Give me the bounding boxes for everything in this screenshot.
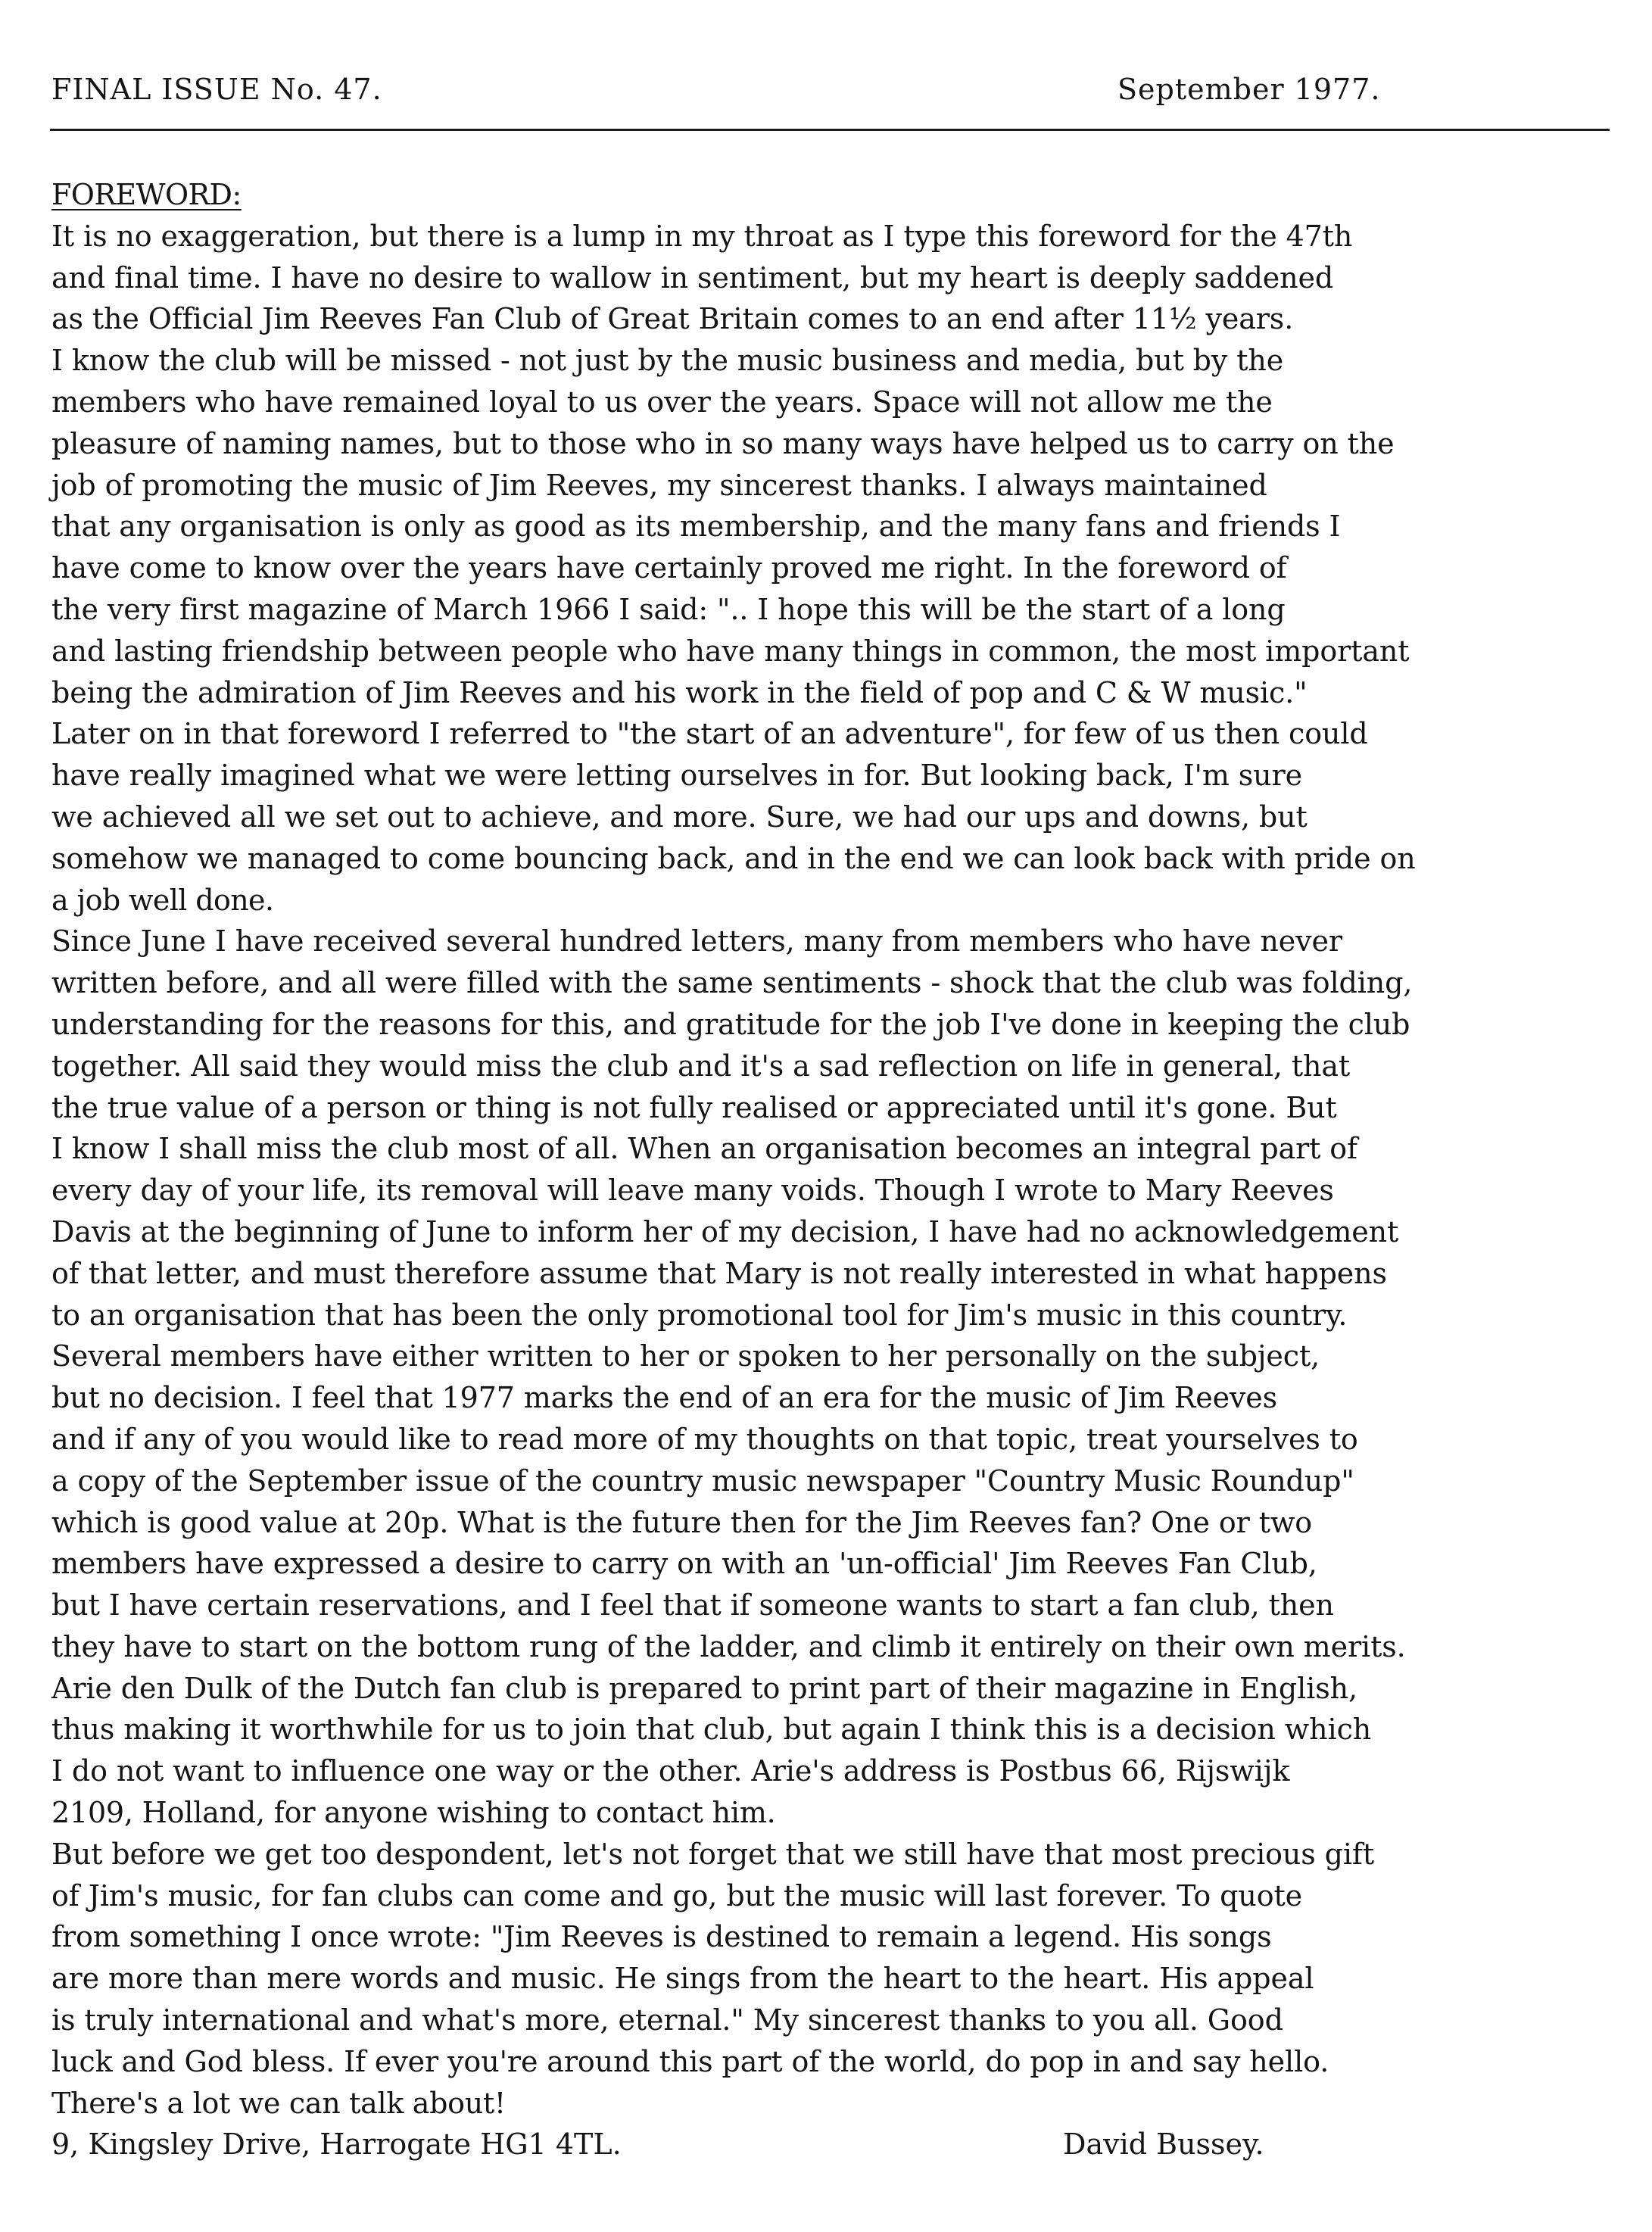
sign-off xyxy=(51,2124,1626,2165)
header-divider xyxy=(50,129,1610,131)
text-line: we achieved all we set out to achieve, and more. Sure, we had our ups and downs, but xyxy=(51,800,1308,834)
text-line: and lasting friendship between people who have many things in common, the most important xyxy=(51,634,1410,668)
text-line: I do not want to influence one way or the other. Arie's address is Postbus 66, Rijswijk xyxy=(51,1754,1290,1788)
text-line: from something I once wrote: "Jim Reeves is destined to remain a legend. His songs xyxy=(51,1920,1272,1954)
text-line: a copy of the September issue of the country music newspaper "Country Music Roundup" xyxy=(51,1464,1354,1498)
text-line: Davis at the beginning of June to inform her of my decision, I have had no acknowledgement xyxy=(51,1214,1399,1248)
text-line: Arie den Dulk of the Dutch fan club is prepared to print part of their magazine in English, xyxy=(51,1671,1357,1705)
text-line: I know the club will be missed - not just by the music business and media, but by the xyxy=(51,344,1284,378)
text-line: pleasure of naming names, but to those who in so many ways have helped us to carry on the xyxy=(51,426,1395,460)
text-line: a job well done. xyxy=(51,883,274,917)
text-line: is truly international and what's more, eternal." My sincerest thanks to you all. Good xyxy=(51,2003,1283,2037)
text-line: have really imagined what we were letting ourselves in for. But looking back, I'm sure xyxy=(51,759,1302,793)
text-line: but I have certain reservations, and I feel that if someone wants to start a fan club, then xyxy=(51,1588,1334,1623)
text-line: and final time. I have no desire to wallow in sentiment, but my heart is deeply saddened xyxy=(51,260,1334,295)
author-signature: David Bussey. xyxy=(1063,2128,1264,2162)
text-line: the true value of a person or thing is not fully realised or appreciated until it's gone. But xyxy=(51,1090,1337,1124)
text-line: as the Official Jim Reeves Fan Club of Great Britain comes to an end after 11½ years. xyxy=(51,302,1294,336)
text-line: job of promoting the music of Jim Reeves, my sincerest thanks. I always maintained xyxy=(51,468,1267,502)
text-line: but no decision. I feel that 1977 marks the end of an era for the music of Jim Reeves xyxy=(51,1381,1278,1415)
text-line: members have expressed a desire to carry on with an 'un-official' Jim Reeves Fan Club, xyxy=(51,1547,1317,1581)
foreword-body xyxy=(51,216,1626,2124)
text-line: understanding for the reasons for this, and gratitude for the job I've done in keeping the club xyxy=(51,1007,1410,1041)
foreword-section xyxy=(51,174,1626,2165)
text-line: being the admiration of Jim Reeves and his work in the field of pop and C & W music." xyxy=(51,675,1308,709)
text-line: the very first magazine of March 1966 I said: ".. I hope this will be the start of a long xyxy=(51,592,1286,626)
foreword-heading: FOREWORD: xyxy=(51,178,242,211)
text-line: There's a lot we can talk about! xyxy=(51,2086,506,2120)
text-line: together. All said they would miss the club and it's a sad reflection on life in general, that xyxy=(51,1049,1351,1083)
sender-address: 9, Kingsley Drive, Harrogate HG1 4TL. xyxy=(51,2128,622,2162)
text-line: and if any of you would like to read more of my thoughts on that topic, treat yourselves to xyxy=(51,1422,1358,1456)
text-line: But before we get too despondent, let's not forget that we still have that most precious gift xyxy=(51,1837,1374,1871)
page-header xyxy=(51,73,1384,118)
text-line: thus making it worthwhile for us to join that club, but again I think this is a decision which xyxy=(51,1713,1372,1747)
text-line: which is good value at 20p. What is the future then for the Jim Reeves fan? One or two xyxy=(51,1505,1313,1539)
text-line: Several members have either written to her or spoken to her personally on the subject, xyxy=(51,1339,1320,1373)
text-line: Later on in that foreword I referred to "the start of an adventure", for few of us then could xyxy=(51,717,1368,751)
text-line: It is no exaggeration, but there is a lump in my throat as I type this foreword for the 47th xyxy=(51,219,1353,253)
text-line: Since June I have received several hundred letters, many from members who have never xyxy=(51,924,1342,959)
foreword-heading-line xyxy=(51,174,1626,216)
text-line: I know I shall miss the club most of all. When an organisation becomes an integral part of xyxy=(51,1132,1358,1166)
text-line: to an organisation that has been the only promotional tool for Jim's music in this country. xyxy=(51,1298,1348,1332)
text-line: of Jim's music, for fan clubs can come and go, but the music will last forever. To quote xyxy=(51,1878,1303,1912)
text-line: members who have remained loyal to us over the years. Space will not allow me the xyxy=(51,385,1273,419)
text-line: are more than mere words and music. He sings from the heart to the heart. His appeal xyxy=(51,1962,1314,1996)
text-line: of that letter, and must therefore assume that Mary is not really interested in what happens xyxy=(51,1256,1387,1290)
text-line: written before, and all were filled with the same sentiments - shock that the club was folding, xyxy=(51,966,1413,1000)
text-line: that any organisation is only as good as its membership, and the many fans and friends I xyxy=(51,510,1341,544)
text-line: 2109, Holland, for anyone wishing to contact him. xyxy=(51,1796,776,1830)
issue-number: FINAL ISSUE No. 47. xyxy=(51,73,382,106)
text-line: they have to start on the bottom rung of the ladder, and climb it entirely on their own merits. xyxy=(51,1629,1406,1663)
text-line: have come to know over the years have certainly proved me right. In the foreword of xyxy=(51,551,1287,585)
issue-date: September 1977. xyxy=(1117,73,1381,106)
text-line: somehow we managed to come bouncing back, and in the end we can look back with pride on xyxy=(51,841,1416,875)
text-line: luck and God bless. If ever you're around this part of the world, do pop in and say hello. xyxy=(51,2044,1329,2078)
text-line: every day of your life, its removal will leave many voids. Though I wrote to Mary Reeves xyxy=(51,1174,1334,1208)
